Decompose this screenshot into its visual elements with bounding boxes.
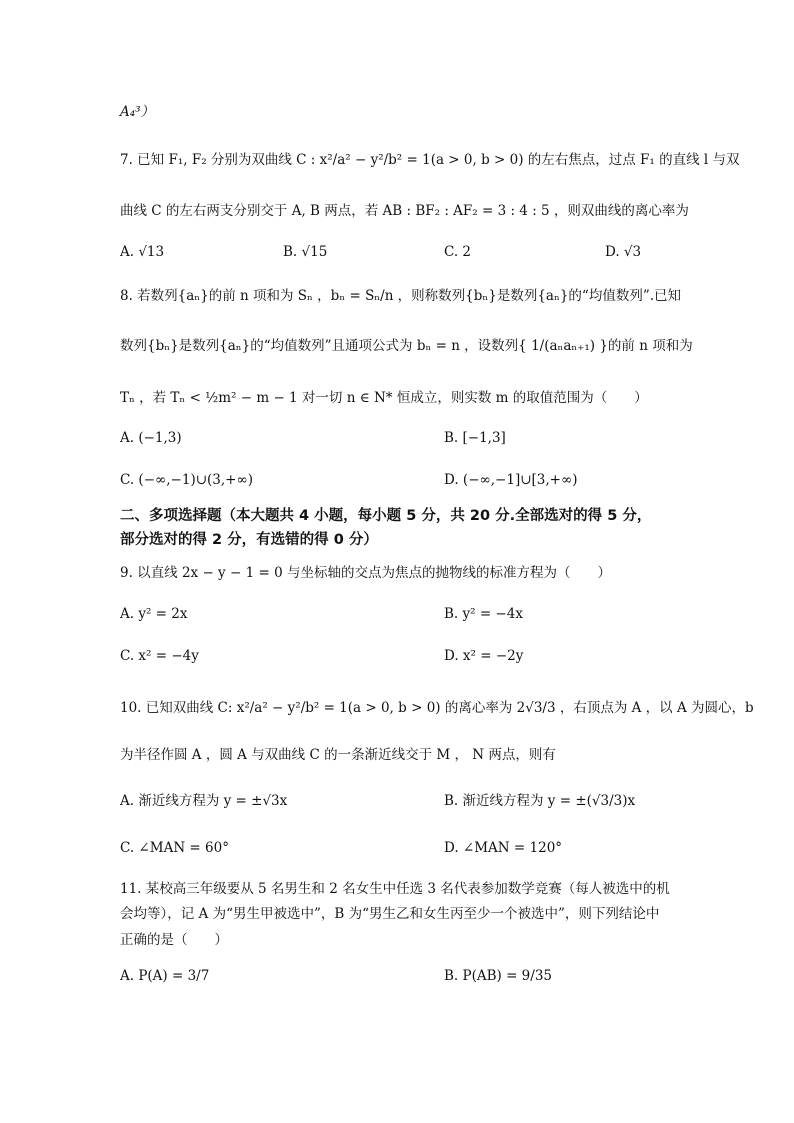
q9-option-a: A. y² = 2x [120,606,188,622]
q8-option-b: B. [−1,3] [444,430,506,446]
q11-line-2: 会均等），记 A 为“男生甲被选中”，B 为“男生乙和女生丙至少一个被选中”，则下列结论中 [120,906,660,922]
q11-option-a: A. P(A) = 3/7 [120,968,210,984]
q10-option-c: C. ∠MAN = 60° [120,840,229,856]
q7-option-d: D. √3 [605,244,642,260]
q7-option-b: B. √15 [283,244,328,260]
q9-option-b: B. y² = −4x [444,606,523,622]
q10-option-b: B. 渐近线方程为 y = ±(√3/3)x [444,793,636,809]
q10-line-1: 10. 已知双曲线 C: x²/a² − y²/b² = 1(a > 0, b > 0) 的离心率为 2√3/3 ，右顶点为 A ，以 A 为圆心，b [120,700,754,716]
q7-line-2: 曲线 C 的左右两支分别交于 A, B 两点，若 AB : BF₂ : AF₂ = 3 : 4 : 5 ，则双曲线的离心率为 [120,203,689,219]
q8-option-c: C. (−∞,−1)∪(3,+∞) [120,472,253,488]
q9-line-1: 9. 以直线 2x − y − 1 = 0 与坐标轴的交点为焦点的抛物线的标准方程为（ ） [120,565,611,581]
q8-option-a: A. (−1,3) [120,430,182,446]
q10-option-d: D. ∠MAN = 120° [444,840,563,856]
q8-line-2: 数列{bₙ}是数列{aₙ}的“均值数列”且通项公式为 bₙ = n ，设数列{ 1/(aₙaₙ₊₁) }的前 n 项和为 [120,338,693,354]
q7-option-c: C. 2 [444,244,472,260]
section-2-line-2: 部分选对的得 2 分，有选错的得 0 分） [120,532,378,548]
q10-line-2: 为半径作圆 A ，圆 A 与双曲线 C 的一条渐近线交于 M ， N 两点，则有 [120,747,556,763]
q7-option-a: A. √13 [120,244,165,260]
q8-option-d: D. (−∞,−1]∪[3,+∞) [444,472,578,488]
header-fragment: A₄³） [120,104,155,120]
section-2-line-1: 二、多项选择题（本大题共 4 小题，每小题 5 分，共 20 分.全部选对的得 5 分， [120,508,652,524]
q8-line-3: Tₙ ，若 Tₙ < ½m² − m − 1 对一切 n ∈ N* 恒成立，则实数 m 的取值范围为（ ） [120,390,648,406]
q10-option-a: A. 渐近线方程为 y = ±√3x [120,793,288,809]
q7-line-1: 7. 已知 F₁, F₂ 分别为双曲线 C : x²/a² − y²/b² = 1(a > 0, b > 0) 的左右焦点，过点 F₁ 的直线 l 与双 [120,152,740,168]
q11-option-b: B. P(AB) = 9/35 [444,968,552,984]
q9-option-c: C. x² = −4y [120,648,199,664]
q11-line-1: 11. 某校高三年级要从 5 名男生和 2 名女生中任选 3 名代表参加数学竞赛（每人被选中的机 [120,881,670,897]
q11-line-3: 正确的是（ ） [120,932,228,948]
q9-option-d: D. x² = −2y [444,648,524,664]
q8-line-1: 8. 若数列{aₙ}的前 n 项和为 Sₙ ，bₙ = Sₙ/n ，则称数列{bₙ}是数列{aₙ}的“均值数列”.已知 [120,288,682,304]
